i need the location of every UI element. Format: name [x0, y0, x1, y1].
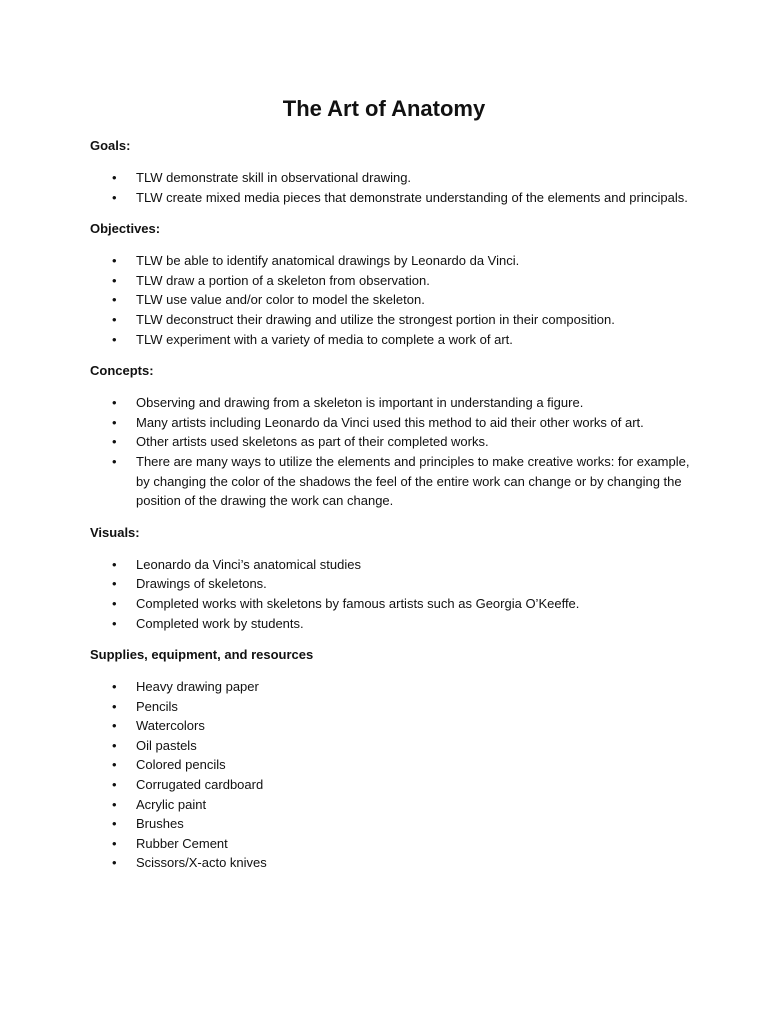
bullet-icon: • [112, 170, 117, 185]
list-item-text: Pencils [136, 698, 178, 714]
list-item [90, 330, 690, 350]
bullet-icon: • [112, 595, 117, 611]
bullet-icon: • [112, 679, 117, 695]
list-item [90, 755, 690, 775]
bullet-icon: • [112, 777, 117, 793]
list-item-text: Heavy drawing paper [136, 679, 259, 695]
bullet-icon: • [112, 855, 117, 871]
list-item [90, 310, 690, 330]
list-item [90, 775, 690, 795]
list-item-text: Other artists used skeletons as part of their completed works. [136, 434, 489, 450]
list-item-text: Completed work by students. [136, 615, 304, 631]
list-item-text: TLW experiment with a variety of media to complete a work of art. [136, 331, 513, 347]
list-item-text: Corrugated cardboard [136, 777, 264, 793]
list-item-text: Drawings of skeletons. [136, 576, 267, 592]
list-item-text: Leonardo da Vinci’s anatomical studies [136, 556, 361, 572]
list-item [90, 555, 690, 575]
bullet-icon: • [112, 414, 117, 430]
document-title: The Art of Anatomy [282, 96, 486, 121]
list-item-text: Observing and drawing from a skeleton is important in understanding a figure. [136, 395, 584, 411]
document-body [90, 136, 690, 885]
bullet-icon: • [112, 189, 117, 205]
list-item [90, 413, 690, 433]
list-item [90, 853, 690, 873]
bullet-icon: • [112, 292, 117, 308]
section-heading-visuals: Visuals: [90, 524, 140, 540]
bullet-icon: • [112, 253, 117, 269]
list-item [90, 574, 690, 594]
list-item-text: Colored pencils [136, 757, 226, 773]
list-item [90, 834, 690, 854]
section-visuals [90, 523, 690, 633]
bullet-icon: • [112, 796, 117, 812]
list-item [90, 290, 690, 310]
bullet-icon: • [112, 434, 117, 450]
list-item-text: Completed works with skeletons by famous artists such as Georgia O’Keeffe. [136, 595, 580, 611]
list-item-text: There are many ways to utilize the elements and principles to make creative works: for example, by changing the color of the shadows the feel of the entire work can change or by changing the position of the drawing the work can change. [136, 453, 690, 509]
list-item [90, 188, 690, 208]
list-item-text: TLW be able to identify anatomical drawings by Leonardo da Vinci. [136, 253, 520, 269]
section-goals [90, 136, 690, 207]
section-concepts [90, 361, 690, 511]
list-item [90, 736, 690, 756]
goals-list [90, 168, 690, 207]
list-item-text: TLW demonstrate skill in observational drawing. [136, 170, 412, 185]
list-item [90, 452, 690, 511]
list-item [90, 393, 690, 413]
list-item [90, 432, 690, 452]
bullet-icon: • [112, 311, 117, 327]
section-heading-concepts: Concepts: [90, 363, 154, 379]
list-item-text: Acrylic paint [136, 796, 207, 812]
bullet-icon: • [112, 835, 117, 851]
list-item-text: Watercolors [136, 718, 205, 734]
list-item [90, 716, 690, 736]
bullet-icon: • [112, 615, 117, 631]
section-objectives [90, 219, 690, 349]
list-item-text: Oil pastels [136, 737, 197, 753]
bullet-icon: • [112, 737, 117, 753]
list-item [90, 697, 690, 717]
bullet-icon: • [112, 816, 117, 832]
list-item-text: Many artists including Leonardo da Vinci used this method to aid their other works of art. [136, 414, 644, 430]
list-item [90, 594, 690, 614]
list-item [90, 814, 690, 834]
list-item-text: TLW create mixed media pieces that demonstrate understanding of the elements and principals. [136, 189, 688, 205]
section-supplies [90, 645, 690, 873]
section-heading-supplies: Supplies, equipment, and resources [90, 647, 314, 663]
list-item-text: TLW use value and/or color to model the skeleton. [136, 292, 425, 308]
bullet-icon: • [112, 576, 117, 592]
bullet-icon: • [112, 395, 117, 411]
list-item-text: Scissors/X-acto knives [136, 855, 267, 871]
list-item [90, 251, 690, 271]
objectives-list [90, 251, 690, 349]
supplies-list [90, 677, 690, 873]
visuals-list [90, 555, 690, 633]
bullet-icon: • [112, 272, 117, 288]
section-heading-objectives: Objectives: [90, 221, 161, 237]
list-item [90, 168, 690, 188]
list-item-text: Brushes [136, 816, 184, 832]
list-item [90, 271, 690, 291]
concepts-list [90, 393, 690, 511]
bullet-icon: • [112, 331, 117, 347]
list-item [90, 677, 690, 697]
list-item-text: Rubber Cement [136, 835, 228, 851]
list-item-text: TLW deconstruct their drawing and utilize the strongest portion in their composition. [136, 311, 615, 327]
bullet-icon: • [112, 757, 117, 773]
bullet-icon: • [112, 698, 117, 714]
list-item [90, 795, 690, 815]
bullet-icon: • [112, 718, 117, 734]
section-heading-goals: Goals: [90, 138, 131, 153]
list-item-text: TLW draw a portion of a skeleton from observation. [136, 272, 430, 288]
list-item [90, 614, 690, 634]
bullet-icon: • [112, 556, 117, 572]
bullet-icon: • [112, 453, 117, 469]
